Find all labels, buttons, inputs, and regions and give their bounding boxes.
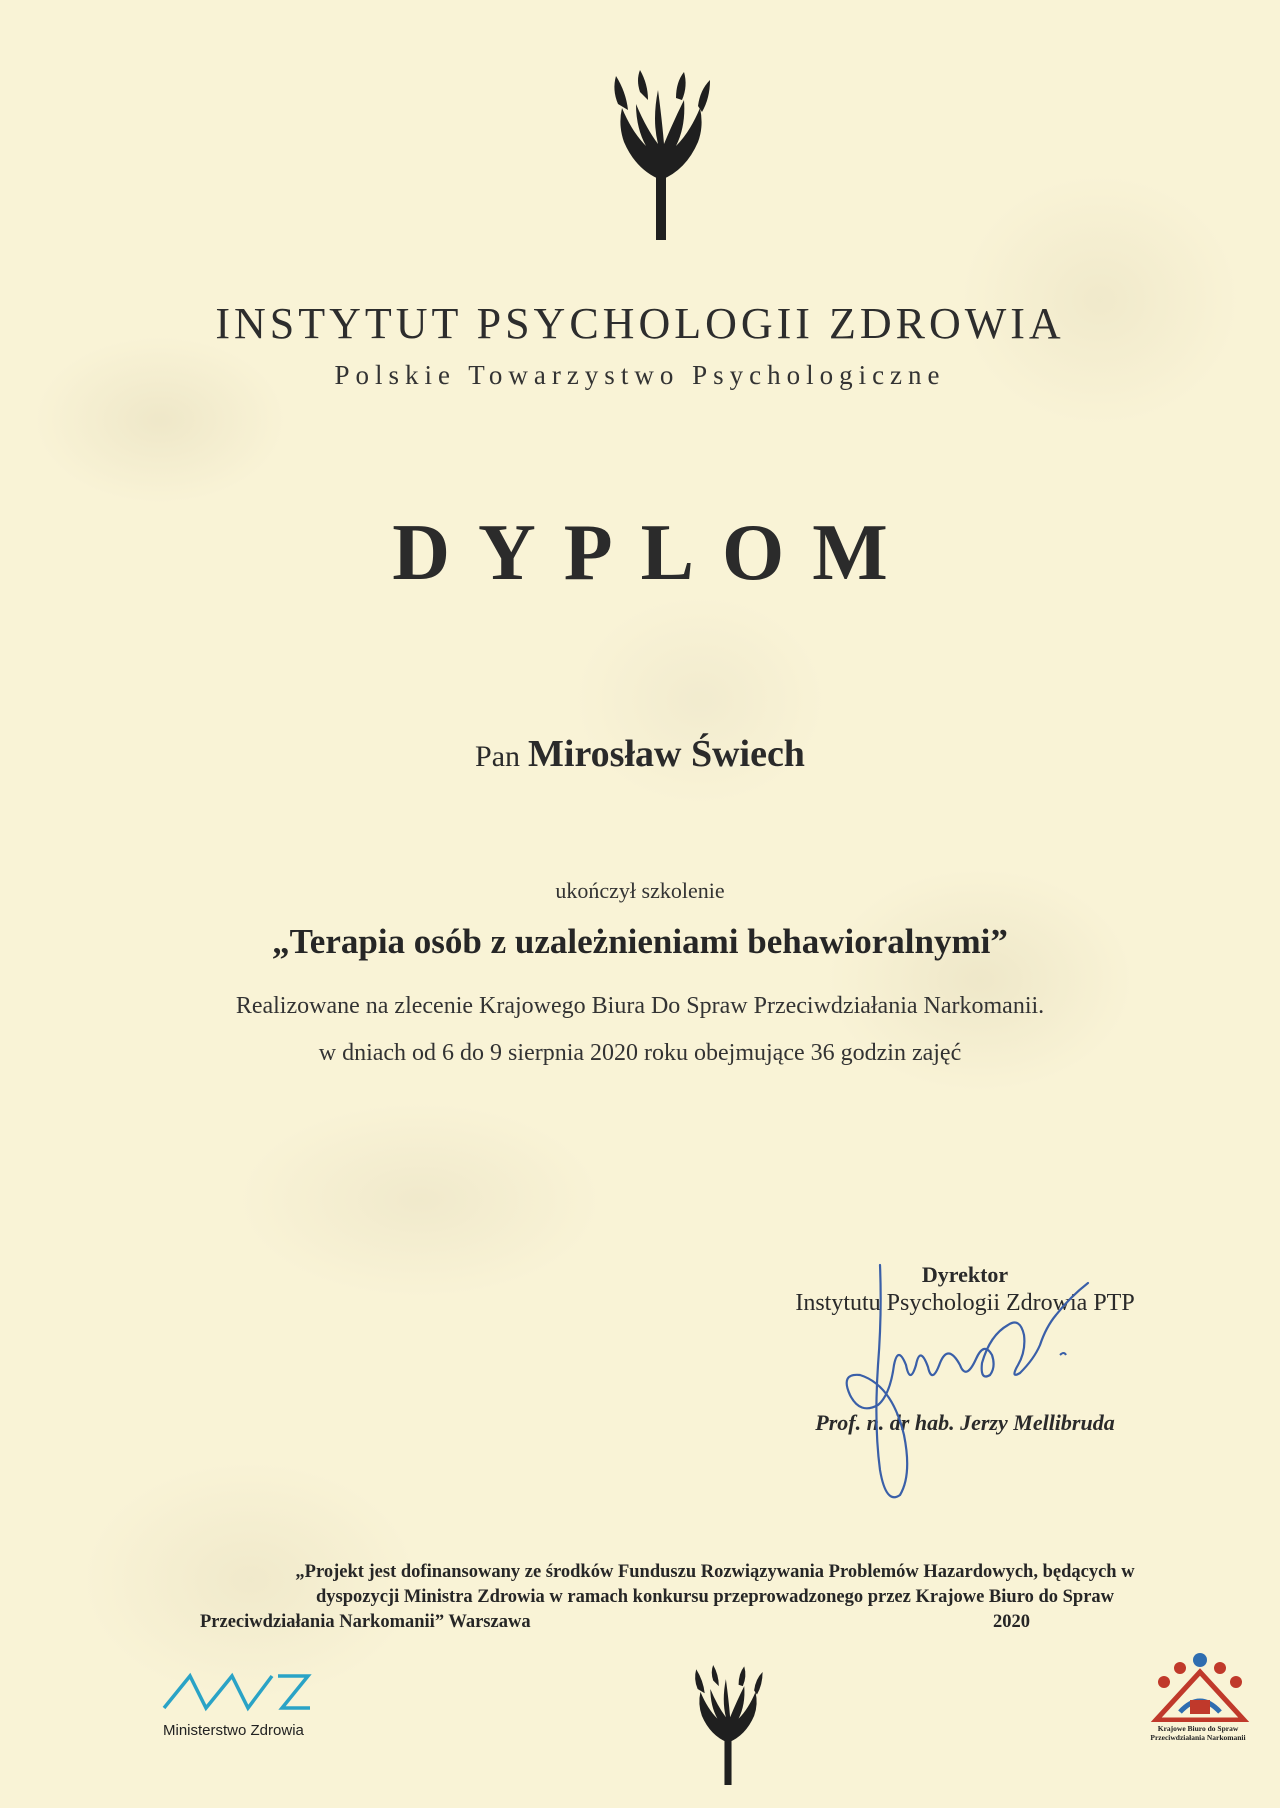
recipient-name: Mirosław Świech xyxy=(528,733,805,775)
completed-text: ukończył szkolenie xyxy=(555,878,725,903)
signatory-role: Dyrektor xyxy=(921,1262,1009,1287)
signatory-institution: Instytutu Psychologii Zdrowia PTP xyxy=(795,1290,1135,1316)
funding-year: 2020 xyxy=(993,1612,1030,1632)
institute-title: INSTYTUT PSYCHOLOGII ZDROWIA xyxy=(215,299,1065,348)
kbpn-label xyxy=(1133,1724,1263,1742)
recipient-line xyxy=(0,732,1280,776)
ministry-label: Ministerstwo Zdrowia xyxy=(163,1722,304,1739)
funding-line-1: „Projekt jest dofinansowany ze środków Funduszu Rozwiązywania Problemów Hazardowych, będących w xyxy=(295,1562,1135,1582)
dates-text: w dniach od 6 do 9 sierpnia 2020 roku obejmujące 36 godzin zajęć xyxy=(318,1040,962,1066)
tree-logo-icon xyxy=(606,70,716,245)
course-title: „Terapia osób z uzależnieniami behawioralnymi” xyxy=(272,922,1008,961)
recipient-prefix: Pan xyxy=(475,740,521,773)
funding-line-2: dyspozycji Ministra Zdrowia w ramach konkursu przeprowadzonego przez Krajowe Biuro do Spraw xyxy=(315,1587,1115,1607)
society-subtitle: Polskie Towarzystwo Psychologiczne xyxy=(334,360,946,390)
kbpn-label-line-2: Przeciwdziałania Narkomanii xyxy=(1150,1733,1246,1742)
signatory-name: Prof. n. dr hab. Jerzy Mellibruda xyxy=(815,1410,1115,1435)
diploma-title: DYPLOM xyxy=(392,509,916,597)
handwritten-signature xyxy=(820,1255,1120,1520)
kbpn-logo-icon xyxy=(1150,1650,1250,1727)
funding-line-3 xyxy=(190,1610,1240,1635)
tree-logo-small-icon xyxy=(688,1665,768,1790)
commission-text: Realizowane na zlecenie Krajowego Biura Do Spraw Przeciwdziałania Narkomanii. xyxy=(235,993,1045,1019)
funding-line-3-text: Przeciwdziałania Narkomanii” Warszawa xyxy=(200,1612,531,1632)
kbpn-label-line-1: Krajowe Biuro do Spraw xyxy=(1157,1724,1239,1733)
ministry-logo-icon xyxy=(160,1668,330,1723)
funding-note xyxy=(190,1560,1240,1635)
